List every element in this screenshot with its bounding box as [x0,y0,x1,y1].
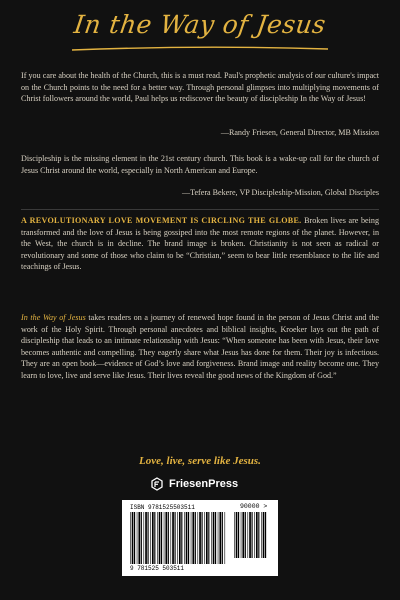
barcode-bar [252,512,253,558]
barcode-bar [195,512,196,564]
barcode-bar [245,512,246,558]
barcode-bar [152,512,154,564]
barcode-bar [215,512,216,564]
barcode-bar [249,512,251,558]
price-code: 90000 > [240,503,268,510]
barcode-bar [184,512,185,564]
tagline: Love, live, serve like Jesus. [139,455,261,467]
barcode-bar [254,512,255,558]
description-paragraph-1 [21,215,379,273]
barcode-bar [172,512,174,564]
barcode-bar [258,512,259,558]
barcode-bar [248,512,249,558]
barcode-bar [150,512,151,564]
publisher-logo [150,476,250,492]
barcode-bar [256,512,258,558]
isbn-label: ISBN 9781525503511 [130,504,195,511]
barcode-bar [222,512,223,564]
title-underline [70,45,330,53]
barcode-bar [236,512,238,558]
barcode-bar [188,512,189,564]
publisher-name: FriesenPress [169,478,239,490]
barcode-bar [164,512,165,564]
barcode-bar [211,512,212,564]
barcode-bar [181,512,182,564]
barcode-bar [208,512,209,564]
barcode-bar [186,512,188,564]
description-paragraph-2-body: takes readers on a journey of renewed hope found in the person of Jesus Christ and the work of the Holy Spirit. Through personal anecdotes and biblical insights, Kroeker lays out the path of discipleship that leads to an intimate relationship with Jesus: “When someone has been with Jesus, their love becomes authentic and compelling. They eagerly share what Jesus has done for them. Their joy is infectious. They are an open book—evidence of God’s love and forgiveness. Brand image and reality become one. They learn to love, live and serve like Jesus. Their lives reveal the good news of the Kingdom of God.” [21,313,379,380]
endorsement-2-text: Discipleship is the missing element in the 21st century church. This book is a wake-up call for the church of Jesus Christ around the world, especially in North American and Europe. [21,154,379,175]
barcode-bar [218,512,219,564]
description-paragraph-2 [21,312,379,381]
section-divider [21,209,379,210]
barcode-bar [141,512,142,564]
barcode-bar [159,512,161,564]
barcode-bar [192,512,194,564]
barcode-digits: 9 781525 503511 [130,565,185,572]
barcode-bar [138,512,140,564]
isbn-barcode [122,500,278,576]
barcode-bar [234,512,235,558]
barcode-bar [213,512,215,564]
barcode-bar [238,512,239,558]
barcode-bar [154,512,155,564]
barcode-bar [175,512,176,564]
barcode-bar [171,512,172,564]
barcode-bar [137,512,138,564]
endorsement-1-attribution: —Randy Friesen, General Director, MB Mission [220,128,379,137]
barcode-bar [225,512,226,564]
barcode-main-bars [130,512,226,564]
barcode-bar [206,512,208,564]
barcode-bar [263,512,265,558]
barcode-bar [165,512,167,564]
barcode-bar [198,512,199,564]
barcode-bar [179,512,181,564]
barcode-bar [177,512,178,564]
barcode-bar [199,512,201,564]
barcode-bar [161,512,162,564]
barcode-bar [168,512,169,564]
barcode-bar [157,512,158,564]
friesenpress-logo-icon [150,477,164,491]
barcode-bar [148,512,149,564]
barcode-bar [219,512,221,564]
book-title: In the Way of Jesus [72,10,328,39]
barcode-bar [134,512,135,564]
barcode-bar [265,512,266,558]
endorsement-1-text: If you care about the health of the Church, this is a must read. Paul's prophetic analysis of our culture's impact on the Church points to the need for a better way. Through personal glimpses into multiplying movements of Christ followers around the world, Paul helps us rediscover the beauty of discipleship In the Way of Jesus! [21,71,379,103]
barcode-addon-bars [234,512,268,558]
endorsement-2-attribution: —Tefera Bekere, VP Discipleship-Mission, Global Disciples [181,188,379,197]
barcode-bar [242,512,244,558]
barcode-bar [130,512,131,564]
barcode-bar [202,512,203,564]
barcode-bar [144,512,145,564]
barcode-bar [241,512,242,558]
description-book-title: In the Way of Jesus [21,313,86,322]
barcode-bar [191,512,192,564]
barcode-bar [204,512,205,564]
description-headline: A REVOLUTIONARY LOVE MOVEMENT IS CIRCLING THE GLOBE. [21,216,302,225]
description-paragraph-1-body: Broken lives are being transformed and the love of Jesus is being gossiped into the most remote regions of the planet. However, in the West, the church is in decline. The brand image is broken. Christianity is not seen as radical or revolutionary and some of those who claim to be “Christian,” seem to bear little resemblance to the life and teachings of Jesus. [21,216,379,271]
barcode-bar [132,512,134,564]
barcode-bar [145,512,147,564]
barcode-bar [261,512,262,558]
